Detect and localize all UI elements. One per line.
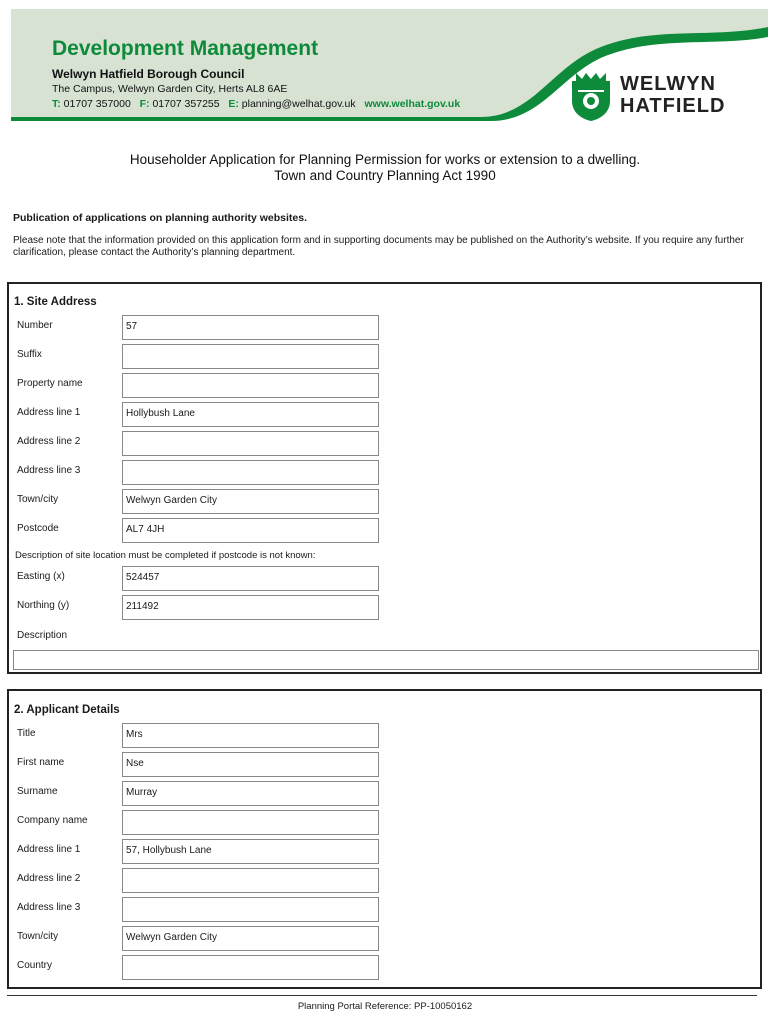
site-town-field[interactable]: Welwyn Garden City — [122, 489, 379, 514]
applicant-first-name-field[interactable]: Nse — [122, 752, 379, 777]
field-label: Title — [17, 728, 36, 739]
document-title — [0, 152, 770, 184]
easting-field[interactable]: 524457 — [122, 566, 379, 591]
crest-icon — [570, 71, 612, 121]
field-label: Address line 2 — [17, 873, 81, 884]
description-label: Description — [17, 630, 68, 641]
applicant-company-row — [9, 810, 389, 835]
applicant-title-field[interactable]: Mrs — [122, 723, 379, 748]
site-address-line-2-row — [9, 431, 389, 456]
site-address-section — [7, 282, 762, 674]
applicant-details-section — [7, 689, 762, 989]
field-label: Address line 2 — [17, 436, 81, 447]
logo-wordmark — [620, 73, 725, 117]
field-label: Northing (y) — [17, 600, 70, 611]
site-number-row — [9, 315, 389, 340]
section-title: 2. Applicant Details — [14, 704, 120, 716]
publication-note: Please note that the information provided on this application form and in supporting documents may be published on the Authority’s website. If you require any further clarification, please contact the Authority’s planning department. — [13, 235, 744, 258]
applicant-surname-row — [9, 781, 389, 806]
applicant-town-row — [9, 926, 389, 951]
publication-heading: Publication of applications on planning authority websites. — [13, 212, 308, 224]
email-address[interactable]: planning@welhat.gov.uk — [241, 98, 356, 110]
applicant-address-line-3-row — [9, 897, 389, 922]
applicant-country-field[interactable] — [122, 955, 379, 980]
document-title-line-2: Town and Country Planning Act 1990 — [274, 168, 496, 183]
northing-field[interactable]: 211492 — [122, 595, 379, 620]
field-label: Town/city — [17, 494, 59, 505]
document-title-line-1: Householder Application for Planning Permission for works or extension to a dwelling. — [129, 152, 641, 167]
applicant-address-line-2-row — [9, 868, 389, 893]
header-banner — [11, 9, 768, 129]
field-label: Suffix — [17, 349, 42, 360]
tel-label: T: — [52, 98, 61, 110]
northing-row — [9, 595, 389, 620]
applicant-surname-field[interactable]: Murray — [122, 781, 379, 806]
site-town-row — [9, 489, 389, 514]
site-property-name-row — [9, 373, 389, 398]
applicant-address-line-1-field[interactable]: 57, Hollybush Lane — [122, 839, 379, 864]
email-label: E: — [228, 98, 239, 110]
site-property-name-field[interactable] — [122, 373, 379, 398]
applicant-address-line-2-field[interactable] — [122, 868, 379, 893]
welwyn-hatfield-logo — [570, 71, 760, 123]
site-address-line-1-field[interactable]: Hollybush Lane — [122, 402, 379, 427]
applicant-title-row — [9, 723, 389, 748]
field-label: Surname — [17, 786, 58, 797]
council-contact — [52, 98, 460, 110]
description-field[interactable] — [13, 650, 759, 670]
logo-line-2: HATFIELD — [620, 95, 726, 117]
applicant-address-line-3-field[interactable] — [122, 897, 379, 922]
header-title: Development Management — [52, 37, 319, 60]
section-title: 1. Site Address — [14, 296, 97, 308]
easting-row — [9, 566, 389, 591]
field-label: Postcode — [17, 523, 59, 534]
website-link[interactable]: www.welhat.gov.uk — [364, 98, 461, 110]
site-postcode-row — [9, 518, 389, 543]
site-address-line-3-field[interactable] — [122, 460, 379, 485]
applicant-country-row — [9, 955, 389, 980]
field-label: First name — [17, 757, 65, 768]
site-number-field[interactable]: 57 — [122, 315, 379, 340]
applicant-address-line-1-row — [9, 839, 389, 864]
fax-number: 01707 357255 — [152, 98, 220, 110]
applicant-first-name-row — [9, 752, 389, 777]
site-postcode-field[interactable]: AL7 4JH — [122, 518, 379, 543]
council-address: The Campus, Welwyn Garden City, Herts AL8 6AE — [52, 83, 288, 95]
field-label: Address line 3 — [17, 465, 81, 476]
location-note: Description of site location must be completed if postcode is not known: — [15, 550, 316, 561]
field-label: Company name — [17, 815, 88, 826]
field-label: Country — [17, 960, 53, 971]
field-label: Property name — [17, 378, 83, 389]
site-address-line-2-field[interactable] — [122, 431, 379, 456]
site-suffix-field[interactable] — [122, 344, 379, 369]
site-address-line-3-row — [9, 460, 389, 485]
portal-reference: Planning Portal Reference: PP-10050162 — [297, 1001, 473, 1012]
footer-divider — [7, 995, 757, 996]
fax-label: F: — [139, 98, 150, 110]
field-label: Address line 1 — [17, 844, 81, 855]
site-address-line-1-row — [9, 402, 389, 427]
logo-line-1: WELWYN — [620, 73, 716, 95]
site-suffix-row — [9, 344, 389, 369]
field-label: Easting (x) — [17, 571, 65, 582]
tel-number: 01707 357000 — [63, 98, 131, 110]
field-label: Address line 3 — [17, 902, 81, 913]
applicant-company-field[interactable] — [122, 810, 379, 835]
applicant-town-field[interactable]: Welwyn Garden City — [122, 926, 379, 951]
field-label: Number — [17, 320, 53, 331]
field-label: Address line 1 — [17, 407, 81, 418]
field-label: Town/city — [17, 931, 59, 942]
council-name: Welwyn Hatfield Borough Council — [52, 67, 245, 81]
